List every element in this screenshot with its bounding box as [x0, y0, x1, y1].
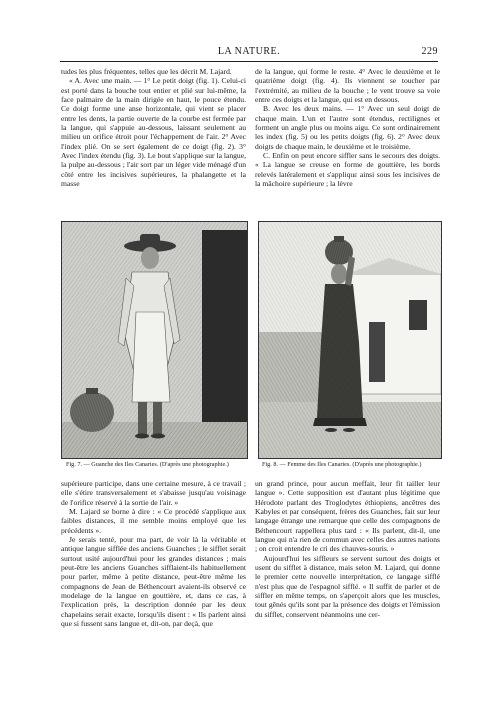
- paragraph: C. Enfin on peut encore siffler sans le secours des doigts. « La langue se creuse en forme de gouttière, les bords relevés latéralement et s'appliquε ainsi sous les incisives de la mâchoire supérieure ; la lèvre: [255, 151, 440, 189]
- running-header: [60, 46, 438, 60]
- figure-7-caption: Fig. 7. — Guanche des Iles Canaries. (D'après une photographie.): [66, 461, 229, 468]
- paragraph: « A. Avec une main. — 1° Le petit doigt (fig. 1). Celui-ci est porté dans la bouche tout entier et plié sur lui-même, la face palmaire de la main dirigée en haut, le pouce étendu. Ce doigt forme une anse horizontale, qui vient se placer entre les dents, la partie ouverte de la courbe est fermée par la langue, qui s'appuie au-dessous, laissant seulement au milieu un orifice étroit pour l'échappement de l'air. 2° Avec l'index plié. On se sert également de ce doigt (fig. 2). 3° Avec l'index étendu (fig. 3). Le bout s'applique sur la langue, la pulpe au-dessous ; l'air sort par un léger vide ménagé d'un côté entre les incisives supérieures, la phalangette et la masse: [61, 76, 247, 189]
- page-number: 229: [421, 46, 438, 57]
- paragraph: supérieure participe, dans une certaine mesure, à ce travail ; elle s'étire transversalement et s'abaisse jusqu'au voisinage de l'orifice réservé à la sortie de l'air. »: [61, 479, 246, 507]
- figure-7-engraving: [61, 221, 248, 459]
- right-column-top: [255, 67, 440, 188]
- paragraph: un grand prince, pour aucun meffait, leur fit tailler leur langue ». Cette supposition est d'autant plus légitime que Hérodote parlant des Troglodytes éthiopiens, ancêtres des Kabyles et par conséquent, frères des Guanches, fait sur leur langage étrange une remarque que celle des compagnons de Béthencourt rappellera plus tard : « Ils parlent, dit-il, une langue qui n'a rien de commun avec celles des autres nations ; on croit entendre le cri des chauves-souris. »: [255, 479, 440, 554]
- journal-title: LA NATURE.: [217, 46, 281, 57]
- header-rule: [60, 61, 438, 62]
- paragraph: Aujourd'hui les siffleurs se servent surtout des doigts et usent du sifflet à distance, mais selon M. Lajard, qui donne le premier cette nouvelle interprétation, ce langage sifflé n'est plus que de l'espagnol sifflé. « Il suffit de parler et de siffler en même temps, on s'aperçoit alors que les muscles, tout gênés qu'ils sont par la présence des doigts et l'émission du sifflet, conservent néanmoins une cer-: [255, 553, 440, 619]
- figure-8-engraving: [258, 221, 442, 459]
- figure-8-caption: Fig. 8. — Femme des Iles Canaries. (D'après une photographie.): [262, 461, 422, 468]
- paragraph: B. Avec les deux mains. — 1° Avec un seul doigt de chaque main. L'un et l'autre sont étendus, rectilignes et forment un angle plus ou moins aigu. Ce sont ordinairement les index (fig. 5) ou les petits doigts (fig. 6). 2° Avec deux doigts de chaque main, le deuxième et le troisième.: [255, 104, 440, 151]
- guanche-man-illustration: [62, 222, 247, 458]
- canary-woman-illustration: [259, 222, 441, 458]
- left-column-bottom: [61, 479, 246, 629]
- right-column-bottom: [255, 479, 440, 619]
- paragraph: de la langue, qui forme le reste. 4° Avec le deuxième et le quatrième doigt (fig. 4). Ils viennent se toucher par l'extrémité, au milieu de la bouche ; le vent trouve sa voie entre ces doigts et la langue, qui est en dessous.: [255, 67, 440, 105]
- paragraph: Je serais tenté, pour ma part, de voir là la véritable et antique langue sifflée des anciens Guanches ; le sifflet serait surtout usité aujourd'hui pour les grandes distances ; mais peut-être les anciens Guanches sifflaient-ils habituellement pour parler, même à petite distance, peut-être même les compagnons de Jean de Béthencourt avaient-ils observé ce modelage de la langue en gouttière, et, dans ce cas, à l'explication près, la description donnée par les deux chapelains serait exacte, lorsqu'ils disent : « Ils parlent ainsi que si fussent sans langue et, dit-on, par deçà, que: [61, 535, 246, 629]
- left-column-top: [61, 67, 246, 188]
- paragraph: tudes les plus fréquentes, telles que les décrit M. Lajard.: [61, 67, 232, 76]
- paragraph: M. Lajard se borne à dire : « Ce procédé s'applique aux faibles distances, il me semble moins employé que les précédents ».: [61, 507, 246, 535]
